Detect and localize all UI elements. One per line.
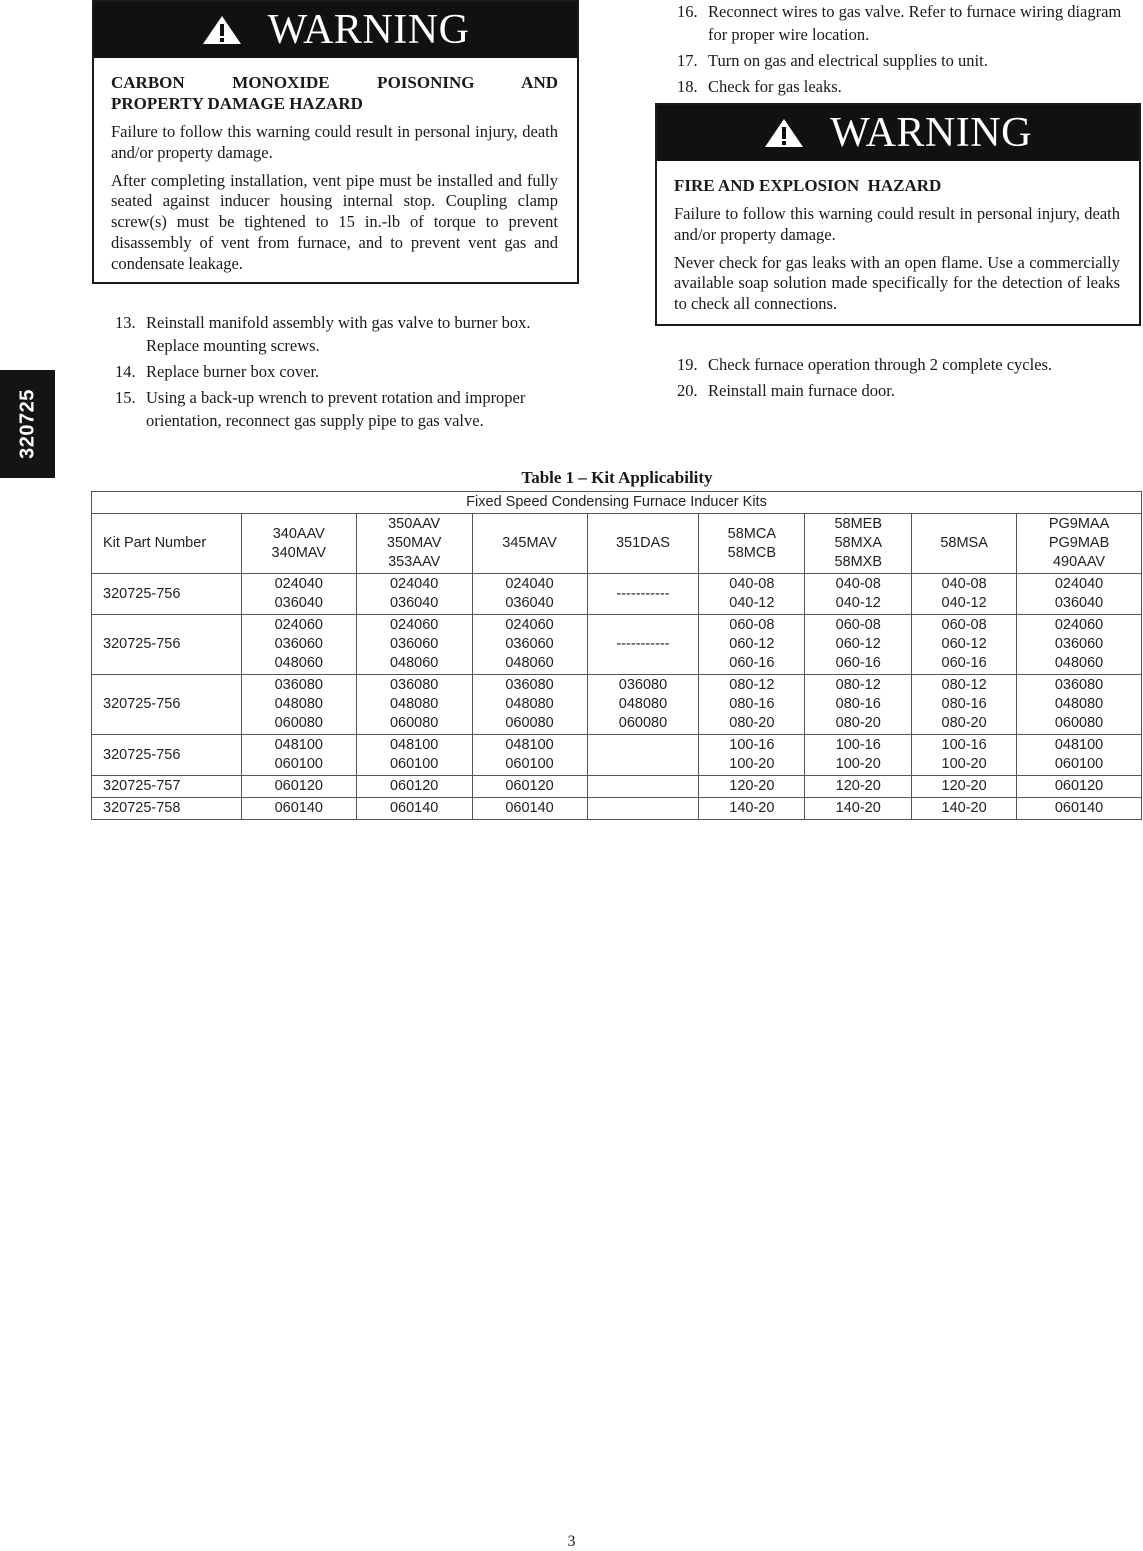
table-cell: 040-08 040-12: [912, 574, 1017, 615]
step-item: 14. Replace burner box cover.: [115, 362, 320, 381]
kit-applicability-table: [91, 491, 1142, 820]
table-cell: -----------: [587, 615, 699, 675]
table-cell: [587, 735, 699, 776]
warning-header: [657, 105, 1139, 161]
table-cell: 060140: [1017, 798, 1142, 820]
table-cell: 036080 048080 060080: [241, 675, 356, 735]
table-cell: 100-16 100-20: [912, 735, 1017, 776]
table-cell: 024040 036040: [241, 574, 356, 615]
table-group-header-row: [92, 492, 1142, 514]
table-header-row: [92, 514, 1142, 574]
table-cell: 036080 048080 060080: [472, 675, 587, 735]
step-item: 17. Turn on gas and electrical supplies to unit.: [677, 51, 988, 70]
table-row: [92, 798, 1142, 820]
step-item: 20. Reinstall main furnace door.: [677, 381, 895, 400]
table-caption: Table 1 – Kit Applicability: [521, 468, 713, 487]
steps-left: [115, 311, 583, 435]
table-cell: [587, 798, 699, 820]
table-cell: 036080 048080 060080: [356, 675, 472, 735]
table-cell: 100-16 100-20: [699, 735, 805, 776]
hazard-line-1: CARBON MONOXIDE POISONING AND: [111, 73, 558, 92]
table-cell: 036080 048080 060080: [587, 675, 699, 735]
table-row: [92, 675, 1142, 735]
table-cell: 320725-757: [92, 776, 242, 798]
table-row: [92, 574, 1142, 615]
step-item: 13. Reinstall manifold assembly with gas valve to burner box. Replace mounting screws.: [115, 313, 531, 355]
hazard-title: FIRE AND EXPLOSION HAZARD: [674, 176, 942, 195]
table-cell: 060-08 060-12 060-16: [699, 615, 805, 675]
table-cell: 140-20: [699, 798, 805, 820]
table-cell: 080-12 080-16 080-20: [912, 675, 1017, 735]
table-cell: 320725-758: [92, 798, 242, 820]
table-cell: 040-08 040-12: [699, 574, 805, 615]
warning-title: WARNING: [830, 110, 1032, 156]
side-tab: [0, 370, 55, 478]
table-cell: 060-08 060-12 060-16: [912, 615, 1017, 675]
table-cell: 120-20: [912, 776, 1017, 798]
table-cell: 080-12 080-16 080-20: [699, 675, 805, 735]
table-cell: 060140: [472, 798, 587, 820]
steps-right-bottom: [677, 353, 1143, 405]
table-cell: 024040 036040: [1017, 574, 1142, 615]
step-item: 18. Check for gas leaks.: [677, 77, 842, 96]
table-cell: 060120: [1017, 776, 1142, 798]
table-cell: 140-20: [912, 798, 1017, 820]
warning-triangle-icon: [764, 118, 804, 148]
table-cell: 320725-756: [92, 574, 242, 615]
table-cell: 040-08 040-12: [805, 574, 912, 615]
table-cell: 320725-756: [92, 615, 242, 675]
table-cell: 024060 036060 048060: [356, 615, 472, 675]
table-header-cell: 345MAV: [472, 514, 587, 574]
table-cell: 024060 036060 048060: [241, 615, 356, 675]
page-number: 3: [567, 1533, 576, 1550]
table-cell: 140-20: [805, 798, 912, 820]
steps-right-top: [677, 0, 1143, 101]
warning-triangle-icon: [202, 15, 242, 45]
table-header-cell: 58MEB 58MXA 58MXB: [805, 514, 912, 574]
table-header-cell: Kit Part Number: [92, 514, 242, 574]
warning-para-1: Failure to follow this warning could result in personal injury, death and/or property damage.: [111, 122, 558, 162]
table-cell: 048100 060100: [1017, 735, 1142, 776]
step-item: 15. Using a back-up wrench to prevent rotation and improper orientation, reconnect gas supply pipe to gas valve.: [115, 388, 526, 430]
warning-para-2: Never check for gas leaks with an open flame. Use a commercially available soap solution made specifically for the detection of leaks to check all connections.: [674, 252, 1120, 314]
table-cell: -----------: [587, 574, 699, 615]
warning-header: [94, 2, 577, 58]
warning-box-co: [92, 0, 579, 284]
table-cell: [587, 776, 699, 798]
table-row: [92, 735, 1142, 776]
table-cell: 036080 048080 060080: [1017, 675, 1142, 735]
table-cell: 120-20: [699, 776, 805, 798]
table-cell: 320725-756: [92, 675, 242, 735]
table-row: [92, 615, 1142, 675]
table-cell: 060140: [241, 798, 356, 820]
table-cell: 120-20: [805, 776, 912, 798]
table-cell: 100-16 100-20: [805, 735, 912, 776]
table-cell: 060-08 060-12 060-16: [805, 615, 912, 675]
side-tab-label: 320725: [16, 389, 38, 459]
warning-box-fire: [655, 103, 1141, 326]
table-cell: 024040 036040: [472, 574, 587, 615]
table-cell: 060120: [241, 776, 356, 798]
table-cell: 060120: [472, 776, 587, 798]
table-cell: 024040 036040: [356, 574, 472, 615]
table-cell: 060140: [356, 798, 472, 820]
hazard-line-2: PROPERTY DAMAGE HAZARD: [111, 94, 363, 113]
table-cell: 048100 060100: [472, 735, 587, 776]
table-cell: 048100 060100: [241, 735, 356, 776]
table-header-cell: 350AAV 350MAV 353AAV: [356, 514, 472, 574]
warning-para-2: After completing installation, vent pipe must be installed and fully seated against inducer housing internal stop. Coupling clamp screw(s) must be tightened to 15 in.-lb of torque to prevent disassembly of vent from furnace, and to prevent vent gas and condensate leakage.: [111, 170, 558, 273]
table-cell: 320725-756: [92, 735, 242, 776]
step-item: 19. Check furnace operation through 2 complete cycles.: [677, 355, 1053, 374]
step-item: 16. Reconnect wires to gas valve. Refer to furnace wiring diagram for proper wire location.: [677, 2, 1122, 44]
table-row: [92, 776, 1142, 798]
table-cell: 080-12 080-16 080-20: [805, 675, 912, 735]
table-group-header: Fixed Speed Condensing Furnace Inducer Kits: [92, 492, 1142, 514]
table-header-cell: 351DAS: [587, 514, 699, 574]
table-cell: 024060 036060 048060: [1017, 615, 1142, 675]
table-cell: 024060 036060 048060: [472, 615, 587, 675]
warning-title: WARNING: [267, 7, 470, 53]
table-header-cell: 340AAV 340MAV: [241, 514, 356, 574]
table-header-cell: PG9MAA PG9MAB 490AAV: [1017, 514, 1142, 574]
table-header-cell: 58MSA: [912, 514, 1017, 574]
table-cell: 060120: [356, 776, 472, 798]
table-cell: 048100 060100: [356, 735, 472, 776]
warning-para-1: Failure to follow this warning could result in personal injury, death and/or property damage.: [674, 204, 1120, 244]
table-header-cell: 58MCA 58MCB: [699, 514, 805, 574]
